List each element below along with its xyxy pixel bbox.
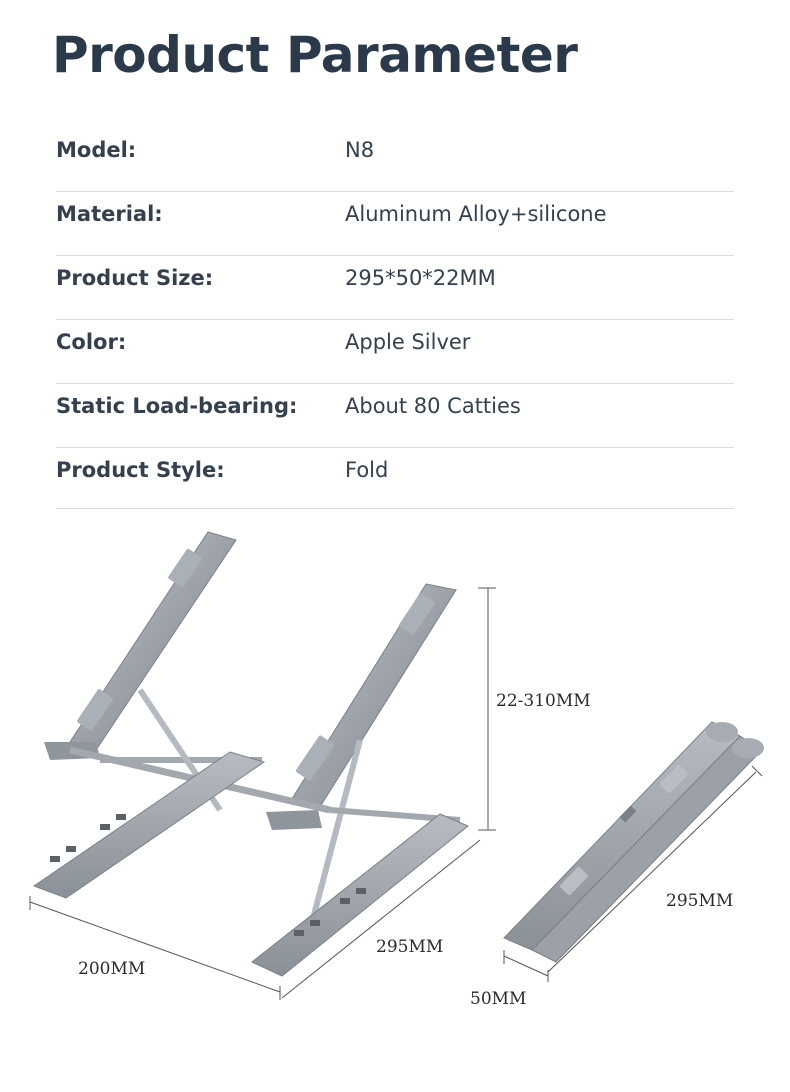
spec-label: Model: [56, 138, 137, 162]
spec-row-material [56, 192, 734, 256]
page-title: Product Parameter [52, 26, 578, 84]
spec-label: Static Load-bearing: [56, 394, 298, 418]
folded-stand-image [504, 722, 764, 962]
spec-value: Aluminum Alloy+silicone [345, 202, 607, 226]
spec-row-color [56, 320, 734, 384]
spec-label: Material: [56, 202, 163, 226]
spec-label: Color: [56, 330, 127, 354]
length-folded-dimension-label: 295MM [666, 891, 734, 911]
spec-row-style [56, 448, 734, 509]
spec-value: Fold [345, 458, 389, 482]
spec-value: About 80 Catties [345, 394, 521, 418]
spec-label: Product Style: [56, 458, 225, 482]
open-stand-image [34, 532, 468, 976]
spec-value: Apple Silver [345, 330, 471, 354]
spec-value: N8 [345, 138, 375, 162]
spec-row-size [56, 256, 734, 320]
length-open-dimension-label: 295MM [376, 937, 444, 957]
width-dimension-label: 200MM [78, 959, 146, 979]
height-dimension-label: 22-310MM [496, 691, 591, 711]
spec-label: Product Size: [56, 266, 214, 290]
spec-table [56, 128, 734, 509]
product-illustration [0, 510, 790, 1092]
spec-row-model [56, 128, 734, 192]
spec-row-load [56, 384, 734, 448]
thickness-folded-dimension-label: 50MM [470, 989, 527, 1009]
spec-value: 295*50*22MM [345, 266, 496, 290]
